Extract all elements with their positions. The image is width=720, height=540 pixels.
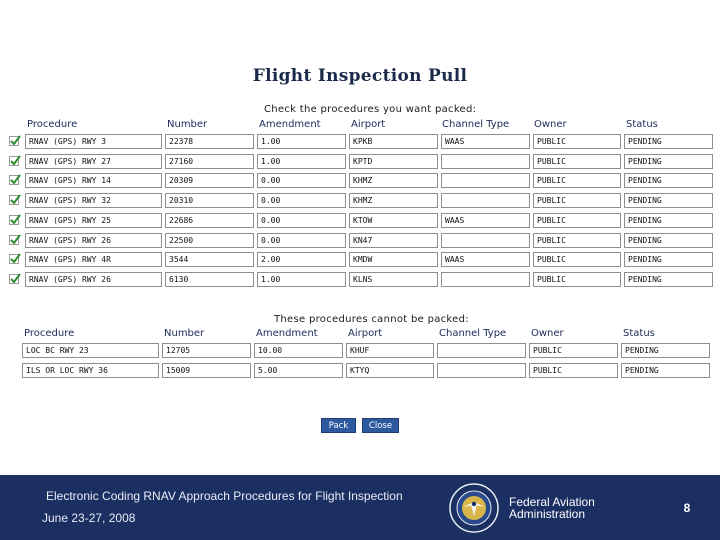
cell-channel-type: WAAS — [441, 252, 530, 267]
footer-course-title: Electronic Coding RNAV Approach Procedures for Flight Inspection — [46, 489, 403, 503]
row-checkbox[interactable] — [9, 136, 19, 146]
cell-number: 3544 — [165, 252, 254, 267]
cell-channel-type — [441, 173, 530, 188]
cell-status: PENDING — [624, 252, 713, 267]
checkmark-icon — [9, 213, 22, 226]
cell-amendment: 0.00 — [257, 233, 346, 248]
cell-channel-type — [441, 193, 530, 208]
cell-number: 6130 — [165, 272, 254, 287]
cell-procedure: RNAV (GPS) RWY 26 — [25, 272, 162, 287]
checkmark-icon — [9, 154, 22, 167]
cell-owner: PUBLIC — [529, 363, 618, 378]
checkmark-icon — [9, 134, 22, 147]
cell-amendment: 0.00 — [257, 173, 346, 188]
cell-amendment: 5.00 — [254, 363, 343, 378]
unpackable-header-number: Number — [164, 328, 205, 339]
checkmark-icon — [9, 272, 22, 285]
faa-seal-icon — [449, 483, 499, 533]
cell-status: PENDING — [624, 173, 713, 188]
table-row — [0, 363, 720, 380]
faa-org-name — [509, 496, 595, 520]
table-row — [0, 134, 720, 151]
unpackable-header-status: Status — [623, 328, 655, 339]
cell-amendment: 2.00 — [257, 252, 346, 267]
checkmark-icon — [9, 252, 22, 265]
cell-owner: PUBLIC — [529, 343, 618, 358]
row-checkbox[interactable] — [9, 175, 19, 185]
cell-status: PENDING — [621, 343, 710, 358]
table-row — [0, 272, 720, 289]
cell-owner: PUBLIC — [533, 193, 621, 208]
cell-procedure: ILS OR LOC RWY 36 — [22, 363, 159, 378]
checkmark-icon — [9, 193, 22, 206]
row-checkbox[interactable] — [9, 235, 19, 245]
cell-status: PENDING — [621, 363, 710, 378]
packable-header-airport: Airport — [351, 119, 386, 130]
table-row — [0, 343, 720, 360]
cell-owner: PUBLIC — [533, 233, 621, 248]
cell-number: 22378 — [165, 134, 254, 149]
cell-status: PENDING — [624, 193, 713, 208]
cell-number: 20309 — [165, 173, 254, 188]
cell-airport: KPKB — [349, 134, 438, 149]
cell-airport: KTYQ — [346, 363, 434, 378]
cell-airport: KHMZ — [349, 193, 438, 208]
packable-instruction: Check the procedures you want packed: — [264, 104, 477, 115]
cell-number: 22686 — [165, 213, 254, 228]
cell-airport: KTOW — [349, 213, 438, 228]
cell-owner: PUBLIC — [533, 252, 621, 267]
cell-status: PENDING — [624, 213, 713, 228]
faa-org-line2: Administration — [509, 507, 586, 521]
table-row — [0, 173, 720, 190]
cell-channel-type — [437, 343, 526, 358]
cell-number: 15009 — [162, 363, 251, 378]
cell-owner: PUBLIC — [533, 272, 621, 287]
cell-channel-type — [437, 363, 526, 378]
cell-owner: PUBLIC — [533, 154, 621, 169]
cell-procedure: RNAV (GPS) RWY 14 — [25, 173, 162, 188]
cell-procedure: RNAV (GPS) RWY 26 — [25, 233, 162, 248]
packable-header-number: Number — [167, 119, 208, 130]
cell-channel-type: WAAS — [441, 134, 530, 149]
cell-number: 12705 — [162, 343, 251, 358]
cell-airport: KHUF — [346, 343, 434, 358]
dialog-title: Flight Inspection Pull — [252, 66, 468, 86]
cell-number: 20310 — [165, 193, 254, 208]
table-row — [0, 252, 720, 269]
cell-status: PENDING — [624, 233, 713, 248]
cell-airport: KPTD — [349, 154, 438, 169]
cell-amendment: 1.00 — [257, 154, 346, 169]
cell-amendment: 0.00 — [257, 193, 346, 208]
cell-airport: KN47 — [349, 233, 438, 248]
cell-procedure: RNAV (GPS) RWY 27 — [25, 154, 162, 169]
table-row — [0, 233, 720, 250]
footer-date: June 23-27, 2008 — [42, 511, 136, 525]
checkmark-icon — [9, 173, 22, 186]
table-row — [0, 193, 720, 210]
packable-header-procedure: Procedure — [27, 119, 78, 130]
cell-procedure: LOC BC RWY 23 — [22, 343, 159, 358]
checkmark-icon — [9, 233, 22, 246]
packable-header-amendment: Amendment — [259, 119, 321, 130]
footer-bar — [0, 475, 720, 540]
packable-header-status: Status — [626, 119, 658, 130]
unpackable-header-amendment: Amendment — [256, 328, 318, 339]
cell-amendment: 0.00 — [257, 213, 346, 228]
pack-button[interactable]: Pack — [321, 418, 356, 433]
cell-owner: PUBLIC — [533, 173, 621, 188]
cell-number: 27160 — [165, 154, 254, 169]
cell-procedure: RNAV (GPS) RWY 4R — [25, 252, 162, 267]
table-row — [0, 154, 720, 171]
cell-status: PENDING — [624, 272, 713, 287]
cell-amendment: 1.00 — [257, 134, 346, 149]
row-checkbox[interactable] — [9, 156, 19, 166]
faa-org-line1: Federal Aviation — [509, 495, 595, 509]
row-checkbox[interactable] — [9, 215, 19, 225]
cell-airport: KHMZ — [349, 173, 438, 188]
cell-status: PENDING — [624, 134, 713, 149]
unpackable-header-channel-type: Channel Type — [439, 328, 507, 339]
cell-owner: PUBLIC — [533, 213, 621, 228]
cell-number: 22500 — [165, 233, 254, 248]
cell-channel-type — [441, 272, 530, 287]
unpackable-header-airport: Airport — [348, 328, 383, 339]
cell-procedure: RNAV (GPS) RWY 3 — [25, 134, 162, 149]
close-button[interactable]: Close — [362, 418, 399, 433]
row-checkbox[interactable] — [9, 195, 19, 205]
packable-header-owner: Owner — [534, 119, 567, 130]
cell-procedure: RNAV (GPS) RWY 32 — [25, 193, 162, 208]
cell-amendment: 10.00 — [254, 343, 343, 358]
cell-channel-type — [441, 233, 530, 248]
row-checkbox[interactable] — [9, 274, 19, 284]
cell-owner: PUBLIC — [533, 134, 621, 149]
cell-channel-type — [441, 154, 530, 169]
unpackable-instruction: These procedures cannot be packed: — [274, 314, 469, 325]
page-number: 8 — [683, 501, 691, 515]
packable-header-channel-type: Channel Type — [442, 119, 510, 130]
cell-procedure: RNAV (GPS) RWY 25 — [25, 213, 162, 228]
table-row — [0, 213, 720, 230]
cell-channel-type: WAAS — [441, 213, 530, 228]
cell-airport: KLNS — [349, 272, 438, 287]
cell-airport: KMDW — [349, 252, 438, 267]
row-checkbox[interactable] — [9, 254, 19, 264]
cell-status: PENDING — [624, 154, 713, 169]
unpackable-header-procedure: Procedure — [24, 328, 75, 339]
cell-amendment: 1.00 — [257, 272, 346, 287]
unpackable-header-owner: Owner — [531, 328, 564, 339]
